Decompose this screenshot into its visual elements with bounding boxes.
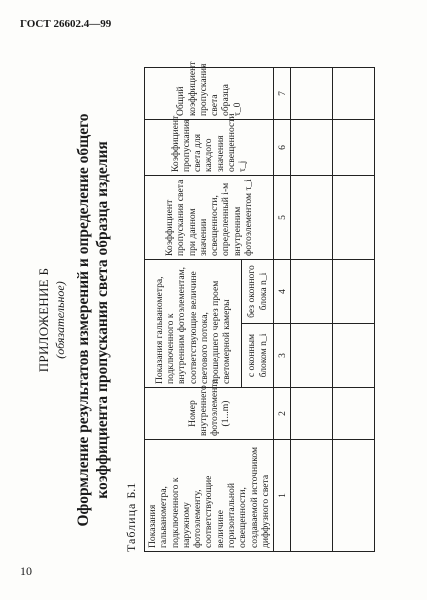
column-number-row <box>274 68 291 552</box>
table-caption <box>124 483 139 552</box>
table-cell <box>333 324 375 388</box>
table-cell <box>291 176 333 260</box>
table-header-row-1 <box>145 68 242 552</box>
table-cell <box>333 388 375 440</box>
heading-line-1: Оформление результатов измерений и определение общего <box>75 113 92 527</box>
col-number: 2 <box>274 388 291 440</box>
page-number: 10 <box>20 564 32 578</box>
col-number: 1 <box>274 440 291 552</box>
table-cell <box>333 176 375 260</box>
results-table <box>144 61 375 552</box>
table-cell <box>333 260 375 324</box>
appendix-note: (обязательное) <box>53 281 67 359</box>
header-col-6: Коэффициент пропускания света для каждого значения освещенности τ_j <box>145 120 274 176</box>
table-cell <box>291 324 333 388</box>
table-cell <box>291 440 333 552</box>
table-cell <box>333 68 375 120</box>
section-heading <box>74 80 112 560</box>
table-cell <box>333 120 375 176</box>
header-col-2: Номер внутреннего фотоэлемента (1...m) <box>145 388 274 440</box>
appendix-title: ПРИЛОЖЕНИЕ Б <box>36 267 51 373</box>
header-col-7: Общий коэффициент пропускания света образца τ_0 <box>145 68 274 120</box>
table-cell <box>291 260 333 324</box>
col-number: 7 <box>274 68 291 120</box>
table-caption-number: Б.1 <box>124 482 138 499</box>
header-col-1: Показания гальванометра, подключенного к наружному фотоэлементу, соответствующие величине горизонтальной освещенности, создаваемой источником диффузного света <box>145 440 274 552</box>
document-code: ГОСТ 26602.4—99 <box>20 18 112 30</box>
col-number: 4 <box>274 260 291 324</box>
header-col-5: Коэффициент пропускания света при данном значении освещенности, определенный i-м внутренним фотоэлементом τ_i <box>145 176 274 260</box>
rotated-page-content <box>26 60 422 580</box>
col-number: 6 <box>274 120 291 176</box>
header-col-3-4: Показания гальванометра, подключенного к внутренним фотоэлементам, соответствующие величине светового потока, прошедшего через проем светомерной камеры <box>145 260 242 388</box>
table-caption-label: Таблица <box>124 502 138 552</box>
table-blank-row <box>291 68 333 552</box>
table-cell <box>291 68 333 120</box>
table-blank-row <box>333 68 375 552</box>
table-cell <box>291 120 333 176</box>
col-number: 3 <box>274 324 291 388</box>
header-col-3: с оконным блоком n_i <box>242 324 274 388</box>
table-cell <box>291 388 333 440</box>
header-col-4: без оконного блока n_i <box>242 260 274 324</box>
heading-line-2: коэффициента пропускания света образца изделия <box>94 141 111 499</box>
col-number: 5 <box>274 176 291 260</box>
table-cell <box>333 440 375 552</box>
